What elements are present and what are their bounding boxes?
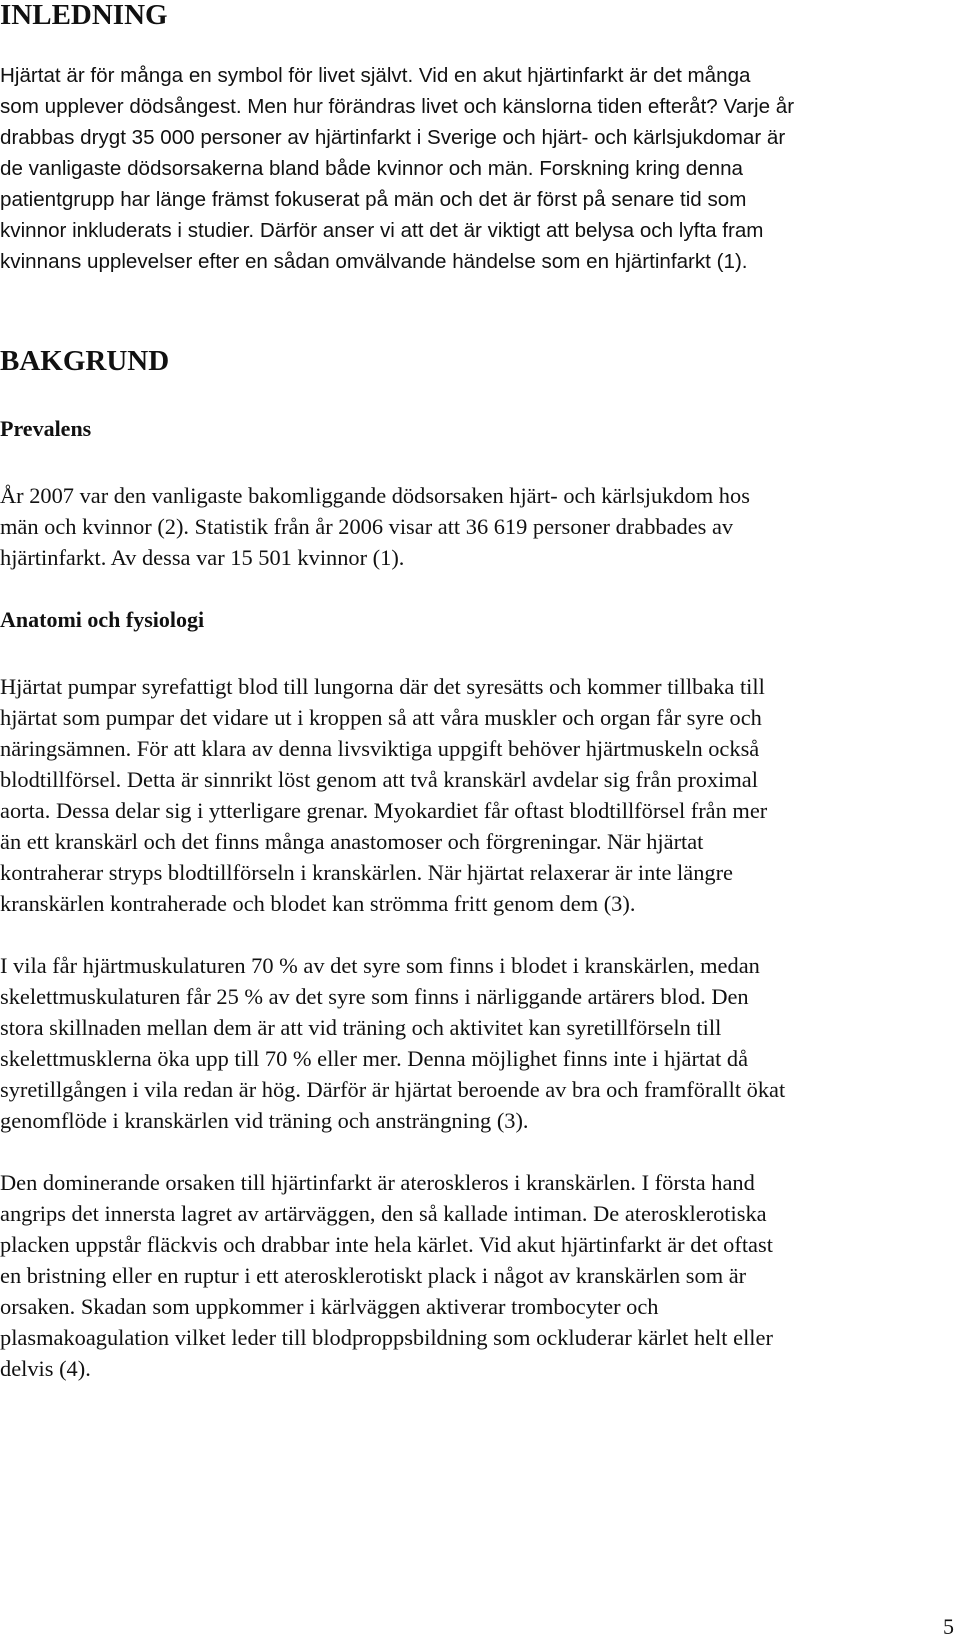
text-line: patientgrupp har länge främst fokuserat på män och det är först på senare tid som <box>0 188 747 211</box>
text-line: än ett kranskärl och det finns många anastomoser och förgreningar. När hjärtat <box>0 829 704 854</box>
text-line: kranskärlen kontraherade och blodet kan strömma fritt genom dem (3). <box>0 891 636 916</box>
text-line: kvinnor inkluderats i studier. Därför anser vi att det är viktigt att belysa och lyfta fram <box>0 219 764 242</box>
text-line: I vila får hjärtmuskulaturen 70 % av det syre som finns i blodet i kranskärlen, medan <box>0 953 760 978</box>
text-line: angrips det innersta lagret av artärväggen, den så kallade intiman. De aterosklerotiska <box>0 1201 767 1226</box>
heading-inledning: INLEDNING <box>0 0 168 31</box>
text-line: orsaken. Skadan som uppkommer i kärlväggen aktiverar trombocyter och <box>0 1294 659 1319</box>
text-line: skelettmuskulaturen får 25 % av det syre som finns i närliggande artärers blod. Den <box>0 984 749 1009</box>
text-line: genomflöde i kranskärlen vid träning och ansträngning (3). <box>0 1108 529 1133</box>
page-number: 5 <box>943 1614 954 1639</box>
text-line: Den dominerande orsaken till hjärtinfarkt är ateroskleros i kranskärlen. I första hand <box>0 1170 755 1195</box>
text-line: en bristning eller en ruptur i ett aterosklerotiskt plack i något av kranskärlen som är <box>0 1263 747 1288</box>
text-line: Hjärtat pumpar syrefattigt blod till lungorna där det syresätts och kommer tillbaka till <box>0 674 765 699</box>
paragraph-anatomi-1 <box>0 671 950 919</box>
paragraph-anatomi-2 <box>0 950 950 1136</box>
text-line: som upplever dödsångest. Men hur förändras livet och känslorna tiden efteråt? Varje år <box>0 95 795 118</box>
text-line: män och kvinnor (2). Statistik från år 2006 visar att 36 619 personer drabbades av <box>0 514 734 539</box>
text-line: kvinnans upplevelser efter en sådan omvälvande händelse som en hjärtinfarkt (1). <box>0 250 748 273</box>
text-line: blodtillförsel. Detta är sinnrikt löst genom att två kranskärl avdelar sig från proximal <box>0 767 758 792</box>
text-line: aorta. Dessa delar sig i ytterligare grenar. Myokardiet får oftast blodtillförsel från mer <box>0 798 768 823</box>
paragraph-prevalens <box>0 480 950 573</box>
text-line: skelettmusklerna öka upp till 70 % eller mer. Denna möjlighet finns inte i hjärtat då <box>0 1046 749 1071</box>
text-line: näringsämnen. För att klara av denna livsviktiga uppgift behöver hjärtmuskeln också <box>0 736 760 761</box>
text-line: de vanligaste dödsorsakerna bland både kvinnor och män. Forskning kring denna <box>0 157 743 180</box>
text-line: stora skillnaden mellan dem är att vid träning och aktivitet kan syretillförseln till <box>0 1015 722 1040</box>
text-line: placken uppstår fläckvis och drabbar inte hela kärlet. Vid akut hjärtinfarkt är det oftast <box>0 1232 773 1257</box>
heading-anatomi-och-fysiologi: Anatomi och fysiologi <box>0 607 205 632</box>
text-line: År 2007 var den vanligaste bakomliggande dödsorsaken hjärt- och kärlsjukdom hos <box>0 483 750 508</box>
text-line: Hjärtat är för många en symbol för livet självt. Vid en akut hjärtinfarkt är det många <box>0 64 751 87</box>
text-line: delvis (4). <box>0 1356 91 1381</box>
text-line: hjärtinfarkt. Av dessa var 15 501 kvinnor (1). <box>0 545 405 570</box>
heading-prevalens: Prevalens <box>0 416 92 441</box>
text-line: plasmakoagulation vilket leder till blodproppsbildning som ockluderar kärlet helt eller <box>0 1325 773 1350</box>
paragraph-anatomi-3 <box>0 1167 950 1384</box>
heading-bakgrund: BAKGRUND <box>0 345 170 377</box>
paragraph-inledning <box>0 60 950 277</box>
text-line: kontraherar stryps blodtillförseln i kranskärlen. När hjärtat relaxerar är inte längre <box>0 860 733 885</box>
text-line: hjärtat som pumpar det vidare ut i kroppen så att våra muskler och organ får syre och <box>0 705 762 730</box>
text-line: syretillgången i vila redan är hög. Därför är hjärtat beroende av bra och framförallt ökat <box>0 1077 786 1102</box>
text-line: drabbas drygt 35 000 personer av hjärtinfarkt i Sverige och hjärt- och kärlsjukdomar är <box>0 126 786 149</box>
